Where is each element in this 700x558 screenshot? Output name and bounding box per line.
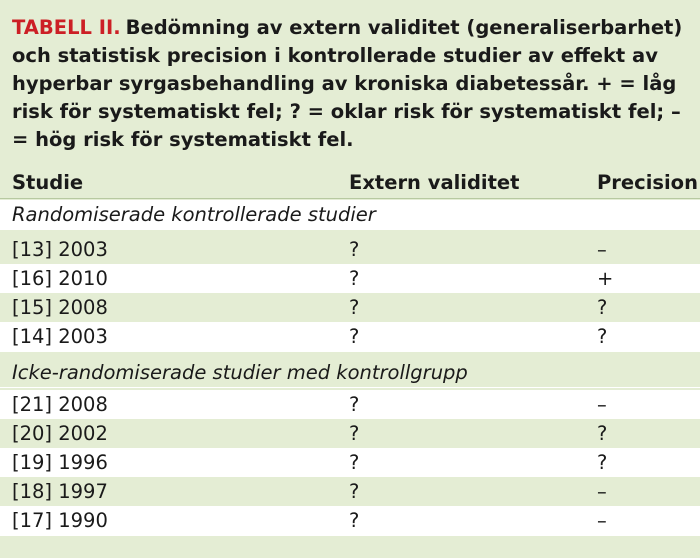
table-row bbox=[0, 506, 700, 536]
table-row bbox=[0, 419, 700, 449]
study-cell: [18] 1997 bbox=[12, 480, 108, 503]
table-row bbox=[0, 477, 700, 507]
table-label: TABELL II. bbox=[12, 16, 121, 39]
validity-cell: ? bbox=[349, 393, 360, 416]
precision-cell: – bbox=[597, 238, 607, 261]
table-header bbox=[0, 168, 700, 199]
validity-cell: ? bbox=[349, 509, 360, 532]
study-cell: [15] 2008 bbox=[12, 296, 108, 319]
header-study: Studie bbox=[12, 171, 84, 194]
header-precision: Precision bbox=[597, 171, 698, 194]
section-title: Randomiserade kontrollerade studier bbox=[12, 203, 376, 226]
table-row bbox=[0, 448, 700, 478]
study-cell: [17] 1990 bbox=[12, 509, 108, 532]
section-title-row bbox=[0, 200, 700, 230]
study-cell: [16] 2010 bbox=[12, 267, 108, 290]
validity-cell: ? bbox=[349, 267, 360, 290]
section-title: Icke-randomiserade studier med kontrollgrupp bbox=[12, 361, 468, 384]
validity-cell: ? bbox=[349, 422, 360, 445]
validity-cell: ? bbox=[349, 296, 360, 319]
precision-cell: ? bbox=[597, 422, 608, 445]
precision-cell: – bbox=[597, 393, 607, 416]
study-cell: [21] 2008 bbox=[12, 393, 108, 416]
table-row bbox=[0, 390, 700, 420]
validity-cell: ? bbox=[349, 451, 360, 474]
precision-cell: – bbox=[597, 509, 607, 532]
validity-cell: ? bbox=[349, 325, 360, 348]
study-cell: [20] 2002 bbox=[12, 422, 108, 445]
section-title-row bbox=[0, 358, 700, 388]
precision-cell: – bbox=[597, 480, 607, 503]
header-extern-validitet: Extern validitet bbox=[349, 171, 520, 194]
table-row bbox=[0, 293, 700, 323]
precision-cell: ? bbox=[597, 296, 608, 319]
study-cell: [19] 1996 bbox=[12, 451, 108, 474]
validity-cell: ? bbox=[349, 238, 360, 261]
table-row bbox=[0, 264, 700, 294]
precision-cell: + bbox=[597, 267, 614, 290]
study-cell: [14] 2003 bbox=[12, 325, 108, 348]
precision-cell: ? bbox=[597, 451, 608, 474]
table-row bbox=[0, 235, 700, 265]
table-caption bbox=[12, 14, 696, 154]
table-row bbox=[0, 322, 700, 352]
validity-cell: ? bbox=[349, 480, 360, 503]
precision-cell: ? bbox=[597, 325, 608, 348]
study-cell: [13] 2003 bbox=[12, 238, 108, 261]
caption-text: Bedömning av extern validitet (generaliserbarhet) och statistisk precision i kontrollerade studier av effekt av hyperbar syrgasbehandling av kroniska diabetessår. + = låg risk för systematiskt fel; ? = oklar risk för systematiskt fel; – = hög risk för systematiskt fel. bbox=[12, 16, 683, 151]
